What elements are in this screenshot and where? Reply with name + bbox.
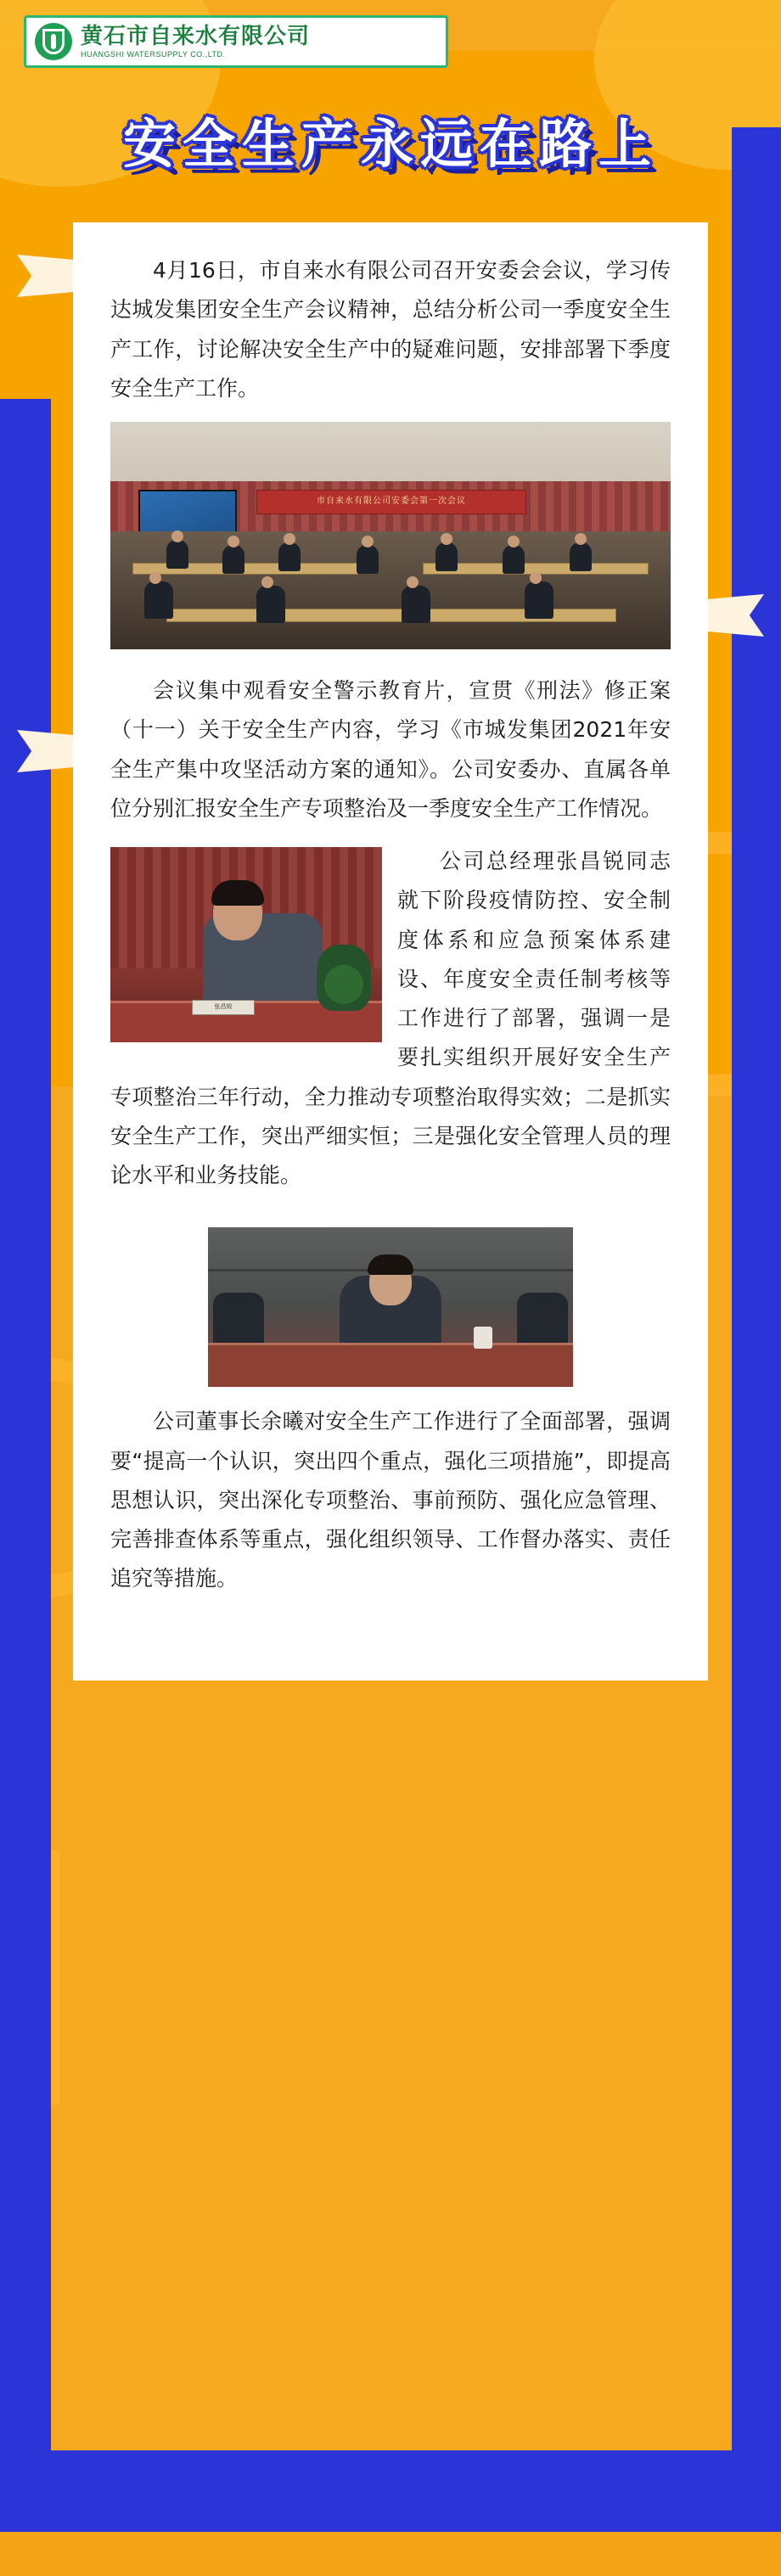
company-name-en: HUANGSHI WATERSUPPLY CO.,LTD.: [81, 50, 226, 59]
chairman-photo: [208, 1227, 573, 1387]
photo1-banner-text: 市自来水有限公司安委会第一次会议: [256, 490, 527, 514]
blue-right-band: [732, 127, 781, 2453]
photo3-cup: [474, 1327, 492, 1349]
conference-room-photo: [110, 422, 671, 649]
company-logo-bar: [24, 15, 448, 68]
photo2-nameplate: 张昌锐: [192, 1000, 255, 1015]
photo3-person-hair: [368, 1254, 413, 1275]
general-manager-photo: [110, 847, 382, 1042]
title-container: [0, 102, 781, 177]
photo2-plant: [317, 945, 371, 1011]
photo1-attendee: [525, 581, 553, 619]
photo1-attendee: [144, 581, 173, 619]
photo1-attendee: [402, 586, 430, 623]
photo3-table: [208, 1343, 573, 1387]
paragraph-3: 公司总经理张昌锐同志就下阶段疫情防控、安全制度体系和应急预案体系建设、年度安全责任制考核等工作进行了部署，强调一是要扎实组织开展好安全生产专项整治三年行动，全力推动专项整治取得实效；二是抓实安全生产工作，突出严细实恒；三是强化安全管理人员的理论水平和业务技能。: [110, 849, 671, 1187]
photo1-attendee: [357, 545, 379, 574]
blue-left-band: [0, 399, 51, 2453]
photo1-attendee: [166, 540, 188, 569]
company-name-cn: 黄石市自来水有限公司: [81, 22, 311, 48]
photo2-text-block: [110, 842, 671, 1209]
water-drop-logo-icon: [35, 23, 72, 60]
photo1-attendee: [256, 586, 285, 623]
paragraph-4: 公司董事长余曦对安全生产工作进行了全面部署，强调要“提高一个认识，突出四个重点，强化三项措施”，即提高思想认识，突出深化专项整治、事前预防、强化应急管理、完善排查体系等重点，强化组织领导、工作督办落实、责任追究等措施。: [110, 1409, 671, 1591]
content-card: [73, 222, 708, 1681]
paragraph-2: 会议集中观看安全警示教育片，宣贯《刑法》修正案（十一）关于安全生产内容，学习《市城发集团2021年安全生产集中攻坚活动方案的通知》。公司安委办、直属各单位分别汇报安全生产专项整治及一季度安全生产工作情况。: [110, 678, 671, 821]
card-footer-space: [110, 1613, 671, 1630]
photo2-person-hair: [211, 880, 264, 906]
page-title: 安全生产永远在路上: [122, 113, 658, 175]
orange-bottom-strip: [0, 2532, 781, 2576]
photo1-wall: [110, 422, 671, 481]
photo1-attendee: [278, 542, 301, 571]
photo1-attendee: [222, 545, 244, 574]
paragraph-1: 4月16日，市自来水有限公司召开安委会会议，学习传达城发集团安全生产会议精神，总结分析公司一季度安全生产工作，讨论解决安全生产中的疑难问题，安排部署下季度安全生产工作。: [110, 258, 671, 401]
photo1-attendee: [503, 545, 525, 574]
photo1-attendee: [435, 542, 458, 571]
photo1-attendee: [570, 542, 592, 571]
